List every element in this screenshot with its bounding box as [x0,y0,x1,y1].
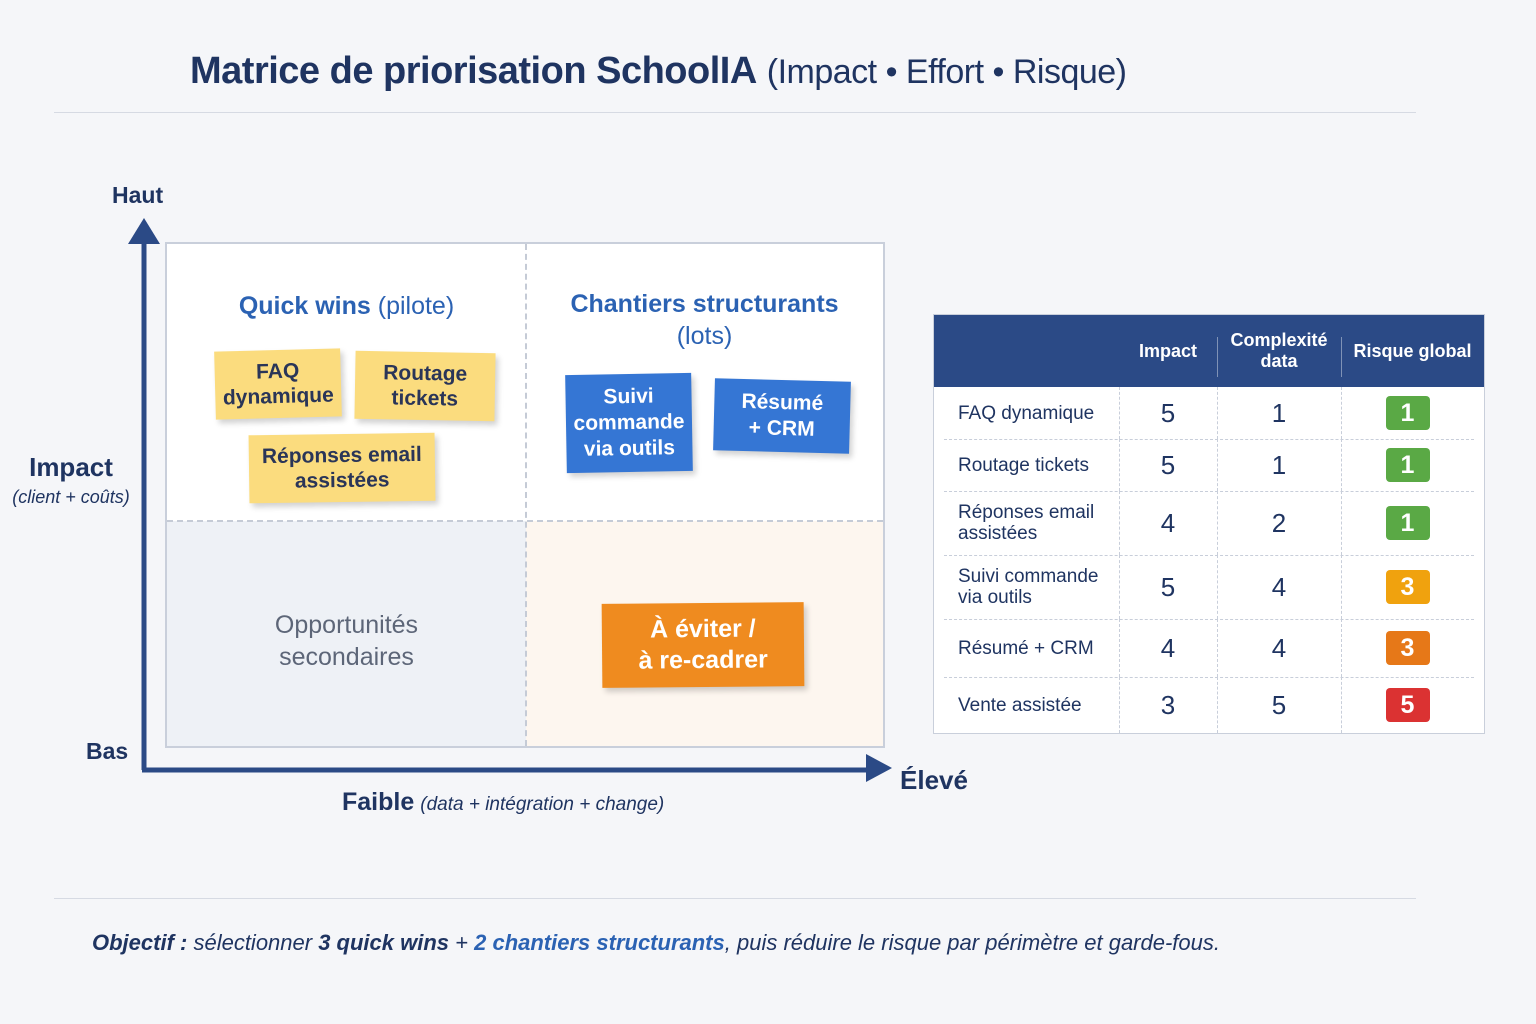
table-row [944,439,1474,492]
objective-lead: Objectif : [92,930,188,955]
row-name [958,491,1094,555]
row-name-line1: Routage tickets [958,454,1089,476]
scoring-table [933,314,1485,734]
title-main: Matrice de priorisation SchoolIA [190,50,757,92]
x-axis-subtitle: (data + intégration + change) [420,794,665,815]
row-impact: 3 [1160,689,1176,720]
row-impact: 5 [1160,397,1176,428]
note-line: assistées [294,468,390,493]
row-risk-cell [1341,439,1474,491]
y-axis-title-main: Impact [29,452,113,482]
table-row [944,387,1474,440]
priority-matrix [165,242,885,748]
objective-part1: sélectionner [187,930,319,955]
row-name-line2: assistées [958,523,1038,544]
row-name-line1: Suivi commande [958,566,1099,587]
objective-highlight-chantiers: 2 chantiers structurants [474,930,725,955]
row-name [958,677,1082,733]
note-line: FAQ [255,359,300,384]
title-subtitle: (Impact • Effort • Risque) [766,53,1127,91]
chantiers-paren: (lots) [676,322,733,350]
risk-badge: 1 [1386,448,1430,482]
row-complexity: 4 [1271,571,1287,602]
row-complexity: 1 [1271,397,1287,428]
y-axis-title-sub: (client + coûts) [12,487,130,507]
quick-wins-title: Quick wins [238,292,371,320]
row-complexity: 5 [1271,689,1287,720]
table-row [944,555,1474,620]
sticky-note-suivi-commande [565,373,693,473]
header-risk: Risque global [1353,340,1472,361]
note-line: dynamique [222,383,335,410]
note-line: à re-cadrer [638,645,768,675]
row-risk-cell [1341,619,1474,677]
note-line: tickets [391,386,459,411]
x-axis-high-label: Élevé [900,765,968,795]
sticky-note-routage [354,351,495,421]
objective-part2: + [449,930,475,955]
opportunites-line2: secondaires [279,643,414,671]
quadrant-a-eviter [526,521,883,746]
row-name [958,619,1094,677]
opportunites-label [167,609,526,673]
matrix-horizontal-divider [167,520,883,522]
row-risk-cell [1341,677,1474,733]
note-line: Routage [383,361,468,386]
row-name-line1: FAQ dynamique [958,402,1095,424]
objective-text [92,930,1220,956]
table-header [934,315,1484,387]
quick-wins-paren: (pilote) [377,292,455,320]
y-axis-arrowhead [128,218,160,244]
sticky-note-faq [214,348,342,419]
note-line: via outils [583,436,676,461]
x-axis-arrowhead [866,754,892,782]
row-name-line1: Résumé + CRM [958,637,1094,659]
header-complexity-line1: Complexité [1230,330,1328,350]
risk-badge: 3 [1386,570,1430,604]
y-axis-title [0,452,142,508]
note-line: Réponses email [261,442,422,469]
note-line: Résumé [741,389,824,416]
sticky-note-reponses-email [249,433,436,504]
header-impact: Impact [1138,340,1198,361]
row-risk-cell [1341,491,1474,555]
row-name [958,387,1094,439]
risk-badge: 5 [1386,688,1430,722]
sticky-note-a-eviter [602,602,805,688]
quadrant-quick-wins [167,244,526,521]
row-name [958,439,1089,491]
x-axis-low-label: Faible [342,788,415,816]
risk-badge: 1 [1386,396,1430,430]
row-name-line1: Réponses email [958,502,1095,523]
row-name [958,555,1098,619]
row-risk-cell [1341,387,1474,439]
row-impact: 5 [1160,571,1176,602]
risk-badge: 3 [1386,631,1430,665]
header-complexity-line2: data [1260,351,1298,371]
row-complexity: 1 [1271,449,1287,480]
quadrant-opportunites [167,521,526,746]
risk-badge: 1 [1386,506,1430,540]
table-row [944,677,1474,733]
opportunites-line1: Opportunités [274,611,419,639]
header-complexity [1217,315,1341,387]
table-row [944,619,1474,678]
note-line: commande [573,410,685,435]
quadrant-title-chantiers [526,288,883,352]
note-line: Suivi [603,384,654,409]
row-complexity: 4 [1271,632,1287,663]
row-complexity: 2 [1271,507,1287,538]
row-name-line1: Vente assistée [958,694,1082,716]
sticky-note-resume-crm [713,378,851,454]
note-line: À éviter / [649,614,756,644]
row-impact: 5 [1160,449,1176,480]
objective-part3: , puis réduire le risque par périmètre et garde-fous. [724,930,1220,955]
row-name-line2: via outils [958,587,1032,608]
objective-highlight-quick-wins: 3 quick wins [318,930,450,955]
x-axis-title [342,788,664,817]
chantiers-title: Chantiers structurants [570,290,839,318]
y-axis-top-label: Haut [112,182,164,208]
bottom-divider [54,898,1416,899]
y-axis-bottom-label: Bas [86,738,129,764]
table-row [944,491,1474,556]
row-impact: 4 [1160,507,1176,538]
note-line: + CRM [748,416,815,441]
row-risk-cell [1341,555,1474,619]
quadrant-title-quick-wins [167,290,526,322]
row-impact: 4 [1160,632,1176,663]
matrix-vertical-divider [525,244,527,746]
quadrant-chantiers [526,244,883,521]
